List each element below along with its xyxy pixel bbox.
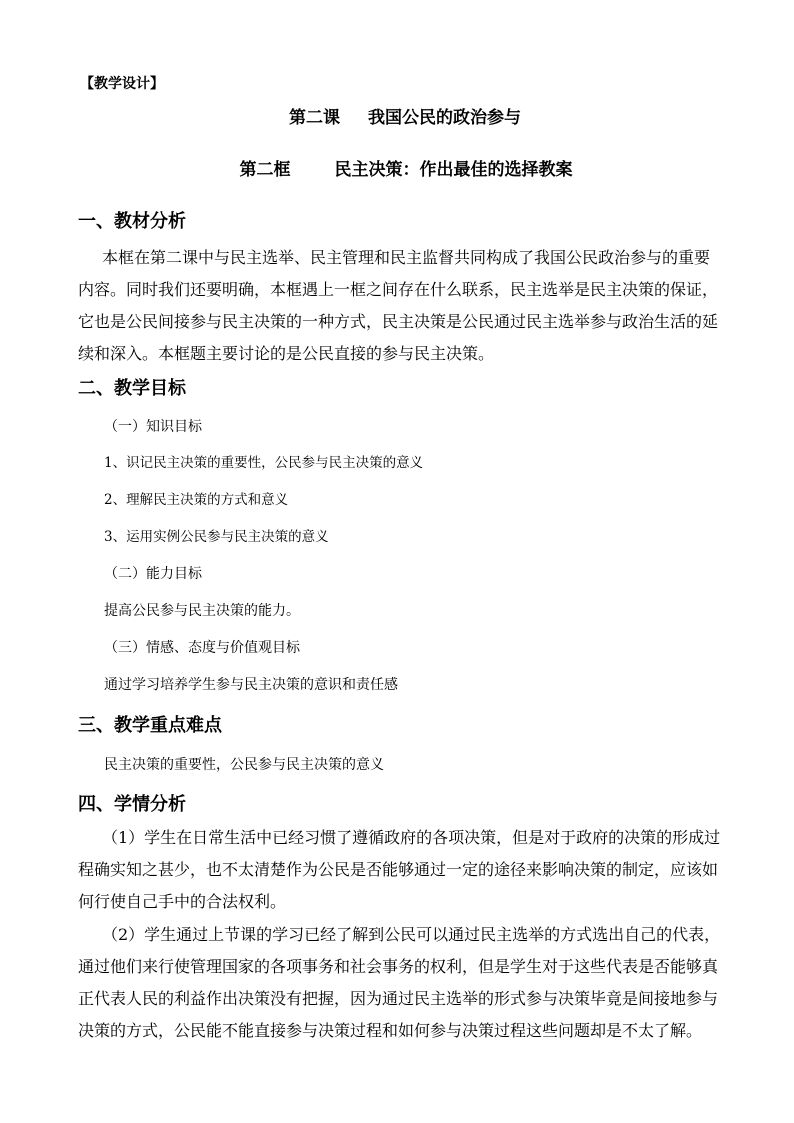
emotion-objective-text: 通过学习培养学生参与民主决策的意识和责任感 <box>104 677 398 693</box>
paragraph-line: 通过他们来行使管理国家的各项事务和社会事务的权利，但是学生对于这些代表是否能够真 <box>78 957 719 976</box>
paragraph-line: 内容。同时我们还要明确，本框遇上一框之间存在什么联系，民主选举是民主决策的保证， <box>78 280 719 299</box>
section-heading-textbook-analysis: 一、教材分析 <box>78 211 186 232</box>
paragraph-line: 续和深入。本框题主要讨论的是公民直接的参与民主决策。 <box>78 344 495 363</box>
knowledge-item: 2、理解民主决策的方式和意义 <box>104 492 289 508</box>
paragraph-line: 程确实知之甚少，也不太清楚作为公民是否能够通过一定的途径来影响决策的制定，应该如 <box>78 860 719 879</box>
knowledge-item: 3、运用实例公民参与民主决策的意义 <box>104 529 329 545</box>
key-points-text: 民主决策的重要性，公民参与民主决策的意义 <box>104 757 384 773</box>
paragraph-line: 决策的方式，公民能不能直接参与决策过程和如何参与决策过程这些问题却是不太了解。 <box>78 1021 703 1040</box>
paragraph-line: 它也是公民间接参与民主决策的一种方式，民主决策是公民通过民主选举参与政治生活的延 <box>78 312 719 331</box>
paragraph-line: 正代表人民的利益作出决策没有把握，因为通过民主选举的形式参与决策毕竟是间接地参与 <box>78 989 719 1008</box>
paragraph-line: 本框在第二课中与民主选举、民主管理和民主监督共同构成了我国公民政治参与的重要 <box>102 248 711 267</box>
ability-objective-text: 提高公民参与民主决策的能力。 <box>104 603 300 619</box>
lesson-title <box>0 110 794 127</box>
frame-title-number: 第二框 <box>239 160 291 180</box>
section-heading-teaching-objectives: 二、教学目标 <box>78 378 186 399</box>
paragraph-line: （2）学生通过上节课的学习已经了解到公民可以通过民主选举的方式选出自己的代表， <box>102 925 721 944</box>
section-heading-key-points: 三、教学重点难点 <box>78 715 222 736</box>
paragraph-line: 何行使自己手中的合法权利。 <box>78 892 287 911</box>
lesson-title-text: 我国公民的政治参与 <box>368 108 521 128</box>
emotion-objective-heading: （三）情感、态度与价值观目标 <box>104 640 300 656</box>
document-tag: 【教学设计】 <box>80 76 164 92</box>
frame-title-text: 民主决策：作出最佳的选择教案 <box>334 160 573 180</box>
knowledge-item: 1、识记民主决策的重要性，公民参与民主决策的意义 <box>104 455 424 471</box>
ability-objective-heading: （二）能力目标 <box>104 566 202 582</box>
knowledge-objective-heading: （一）知识目标 <box>104 419 202 435</box>
lesson-title-number: 第二课 <box>289 108 340 128</box>
frame-title <box>0 162 794 179</box>
section-heading-student-analysis: 四、学情分析 <box>78 794 186 815</box>
paragraph-line: （1）学生在日常生活中已经习惯了遵循政府的各项决策，但是对于政府的决策的形成过 <box>102 828 721 847</box>
